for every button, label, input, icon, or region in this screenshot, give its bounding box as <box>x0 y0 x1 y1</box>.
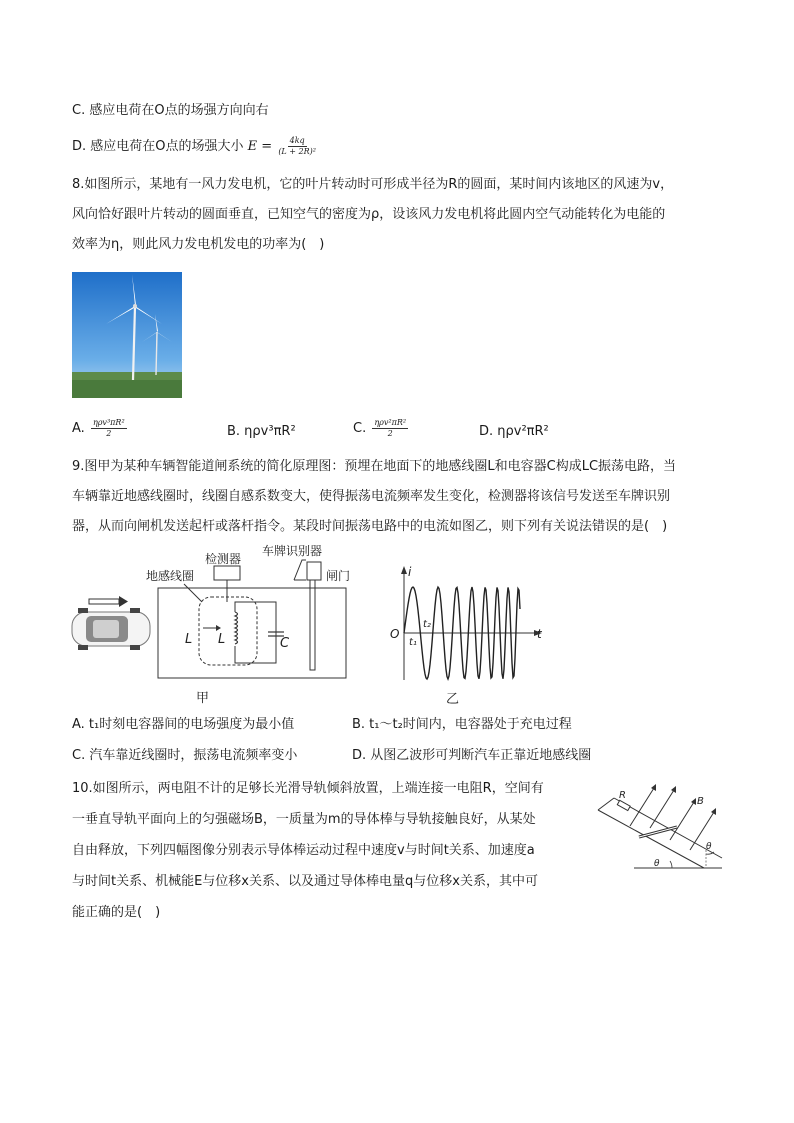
q8-option-a-fraction <box>91 418 127 439</box>
car-direction-arrow <box>89 596 128 607</box>
q9-stem-line-2: 车辆靠近地感线圈时，线圈自感系数变大，使得振荡电流频率发生变化，检测器将该信号发送至车牌识别 <box>72 489 671 504</box>
q8-option-c-denominator: 2 <box>387 429 393 438</box>
q7-option-d-fraction <box>278 136 316 157</box>
label-theta-bottom: θ <box>654 859 660 869</box>
label-L-inner: L <box>218 632 226 647</box>
label-R: R <box>619 790 626 801</box>
label-theta-right: θ <box>706 842 712 852</box>
q7-option-c: C. 感应电荷在O点的场强方向向右 <box>72 103 269 118</box>
q9-option-a: A. t₁时刻电容器间的电场强度为最小值 <box>72 717 295 732</box>
figure-jia-circuit <box>66 542 356 710</box>
q7-option-d-lhs: E = <box>247 139 273 154</box>
q8-option-c-label: C. <box>353 421 367 436</box>
q8-option-a-numerator: ηρv³πR² <box>92 418 125 427</box>
label-t1: t₁ <box>409 637 417 648</box>
q8-option-a-denominator: 2 <box>106 429 112 438</box>
label-C: C <box>280 636 290 651</box>
q8-option-d: D. ηρv²πR² <box>479 424 549 439</box>
label-B: B <box>697 796 704 807</box>
caption-jia: 甲 <box>196 691 210 706</box>
wind-turbine-photo <box>72 272 182 398</box>
q10-stem-line-1: 10.如图所示，两电阻不计的足够长光滑导轨倾斜放置，上端连接一电阻R，空间有 <box>72 781 544 796</box>
origin-label-O: O <box>390 627 400 641</box>
axis-label-i: i <box>408 565 412 579</box>
q8-option-a <box>72 418 129 439</box>
q10-stem-line-2: 一垂直导轨平面向上的匀强磁场B，一质量为m的导体棒与导轨接触良好，从某处 <box>72 812 536 827</box>
q8-option-c <box>353 418 410 439</box>
label-plate-recognizer: 车牌识别器 <box>262 544 323 558</box>
label-detector: 检测器 <box>205 552 242 566</box>
q9-stem-line-1: 9.图甲为某种车辆智能道闸系统的简化原理图：预埋在地面下的地感线圈L和电容器C构成LC振荡电路，当 <box>72 459 677 474</box>
figure-yi-waveform <box>380 560 550 710</box>
q10-stem-line-3: 自由释放，下列四幅图像分别表示导体棒运动过程中速度v与时间t关系、加速度a <box>72 843 535 858</box>
label-gate: 闸门 <box>326 569 351 583</box>
car-icon <box>72 608 150 650</box>
q10-stem-line-4: 与时间t关系、机械能E与位移x关系、以及通过导体棒电量q与位移x关系，其中可 <box>72 874 538 889</box>
q10-incline-rails-figure <box>594 780 726 876</box>
label-L-outer: L <box>185 632 193 647</box>
caption-yi: 乙 <box>446 692 460 707</box>
q9-option-c: C. 汽车靠近线圈时，振荡电流频率变小 <box>72 748 298 763</box>
q7-option-d <box>72 136 318 157</box>
q8-option-b: B. ηρv³πR² <box>227 424 296 439</box>
q8-stem-line-2: 风向恰好跟叶片转动的圆面垂直，已知空气的密度为ρ，设该风力发电机将此圆内空气动能转化为电能的 <box>72 207 666 222</box>
q7-option-d-denominator: (L + 2R)² <box>278 147 316 156</box>
q8-stem-line-3: 效率为η，则此风力发电机发电的功率为( ) <box>72 237 325 252</box>
label-ground-coil: 地感线圈 <box>146 569 195 583</box>
q9-stem-line-3: 器，从而向闸机发送起杆或落杆指令。某段时间振荡电路中的电流如图乙，则下列有关说法错误的是( ) <box>72 519 668 534</box>
q10-stem-line-5: 能正确的是( ) <box>72 905 161 920</box>
q8-option-c-numerator: ηρv²πR² <box>374 418 407 427</box>
q8-option-a-label: A. <box>72 421 85 436</box>
q8-option-c-fraction <box>372 418 408 439</box>
axis-label-t: t <box>537 627 542 641</box>
label-t2: t₂ <box>423 619 431 630</box>
q7-option-d-text: D. 感应电荷在O点的场强大小 <box>72 139 244 154</box>
q9-option-b: B. t₁～t₂时间内，电容器处于充电过程 <box>352 717 572 732</box>
q7-option-d-numerator: 4kq <box>289 136 305 145</box>
q8-stem-line-1: 8.如图所示，某地有一风力发电机，它的叶片转动时可形成半径为R的圆面，某时间内该地区的风速为v， <box>72 177 674 192</box>
q9-option-d: D. 从图乙波形可判断汽车正靠近地感线圈 <box>352 748 592 763</box>
